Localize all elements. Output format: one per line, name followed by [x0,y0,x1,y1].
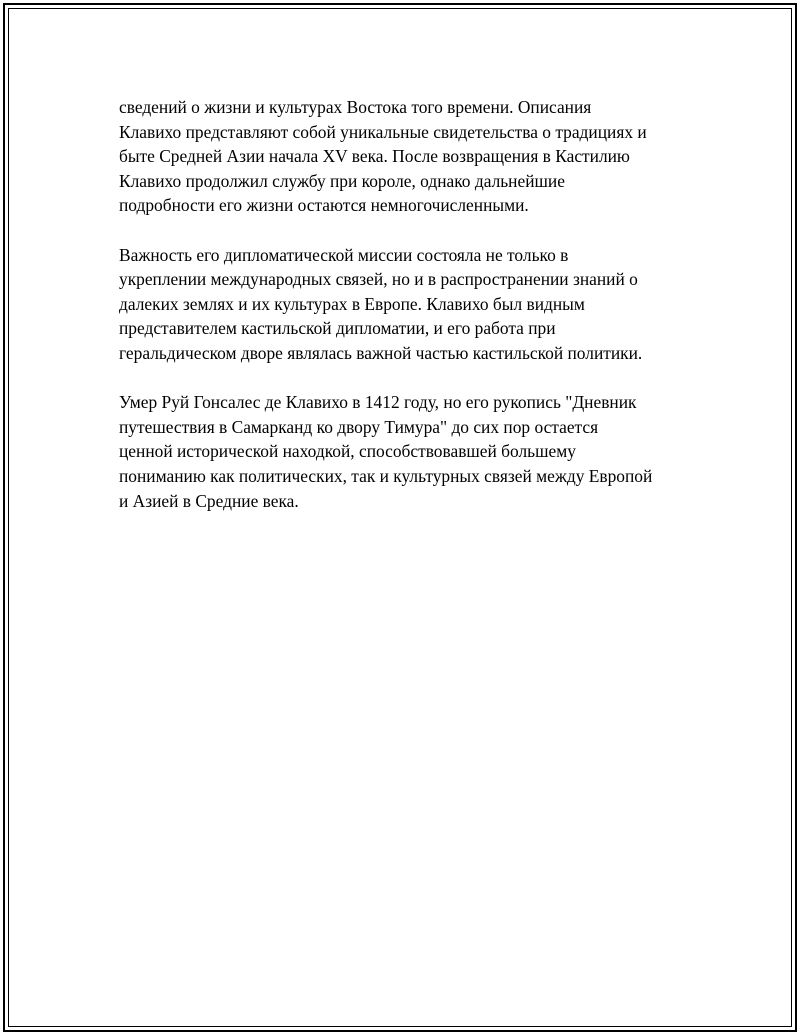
text-line: представителем кастильской дипломатии, и его работа при [119,318,556,339]
text-line: сведений о жизни и культурах Востока того времени. Описания [119,97,592,117]
text-line: Клавихо продолжил службу при короле, однако дальнейшие [119,170,565,191]
text-line: Клавихо представляют собой уникальные свидетельства о традициях и [119,121,647,142]
document-body [119,95,699,538]
text-line: и Азией в Средние века. [119,490,299,511]
text-line: быте Средней Азии начала XV века. После возвращения в Кастилию [119,146,630,167]
text-line: геральдическом дворе являлась важной частью кастильской политики. [119,342,643,363]
text-line: Важность его дипломатической миссии состояла не только в [119,244,569,265]
text-line: далеких землях и их культурах в Европе. Клавихо был видным [119,293,585,314]
text-line: подробности его жизни остаются немногочисленными. [119,195,529,216]
paragraph-1 [119,95,699,218]
paragraph-3 [119,390,699,513]
text-line: путешествия в Самарканд ко двору Тимура" до сих пор остается [119,416,599,437]
text-line: ценной исторической находкой, способствовавшей большему [119,441,576,462]
text-line: Умер Руй Гонсалес де Клавихо в 1412 году, но его рукопись "Дневник [119,392,637,413]
text-line: пониманию как политических, так и культурных связей между Европой [119,465,653,486]
paragraph-2 [119,243,699,366]
text-line: укреплении международных связей, но и в распространении знаний о [119,269,638,290]
